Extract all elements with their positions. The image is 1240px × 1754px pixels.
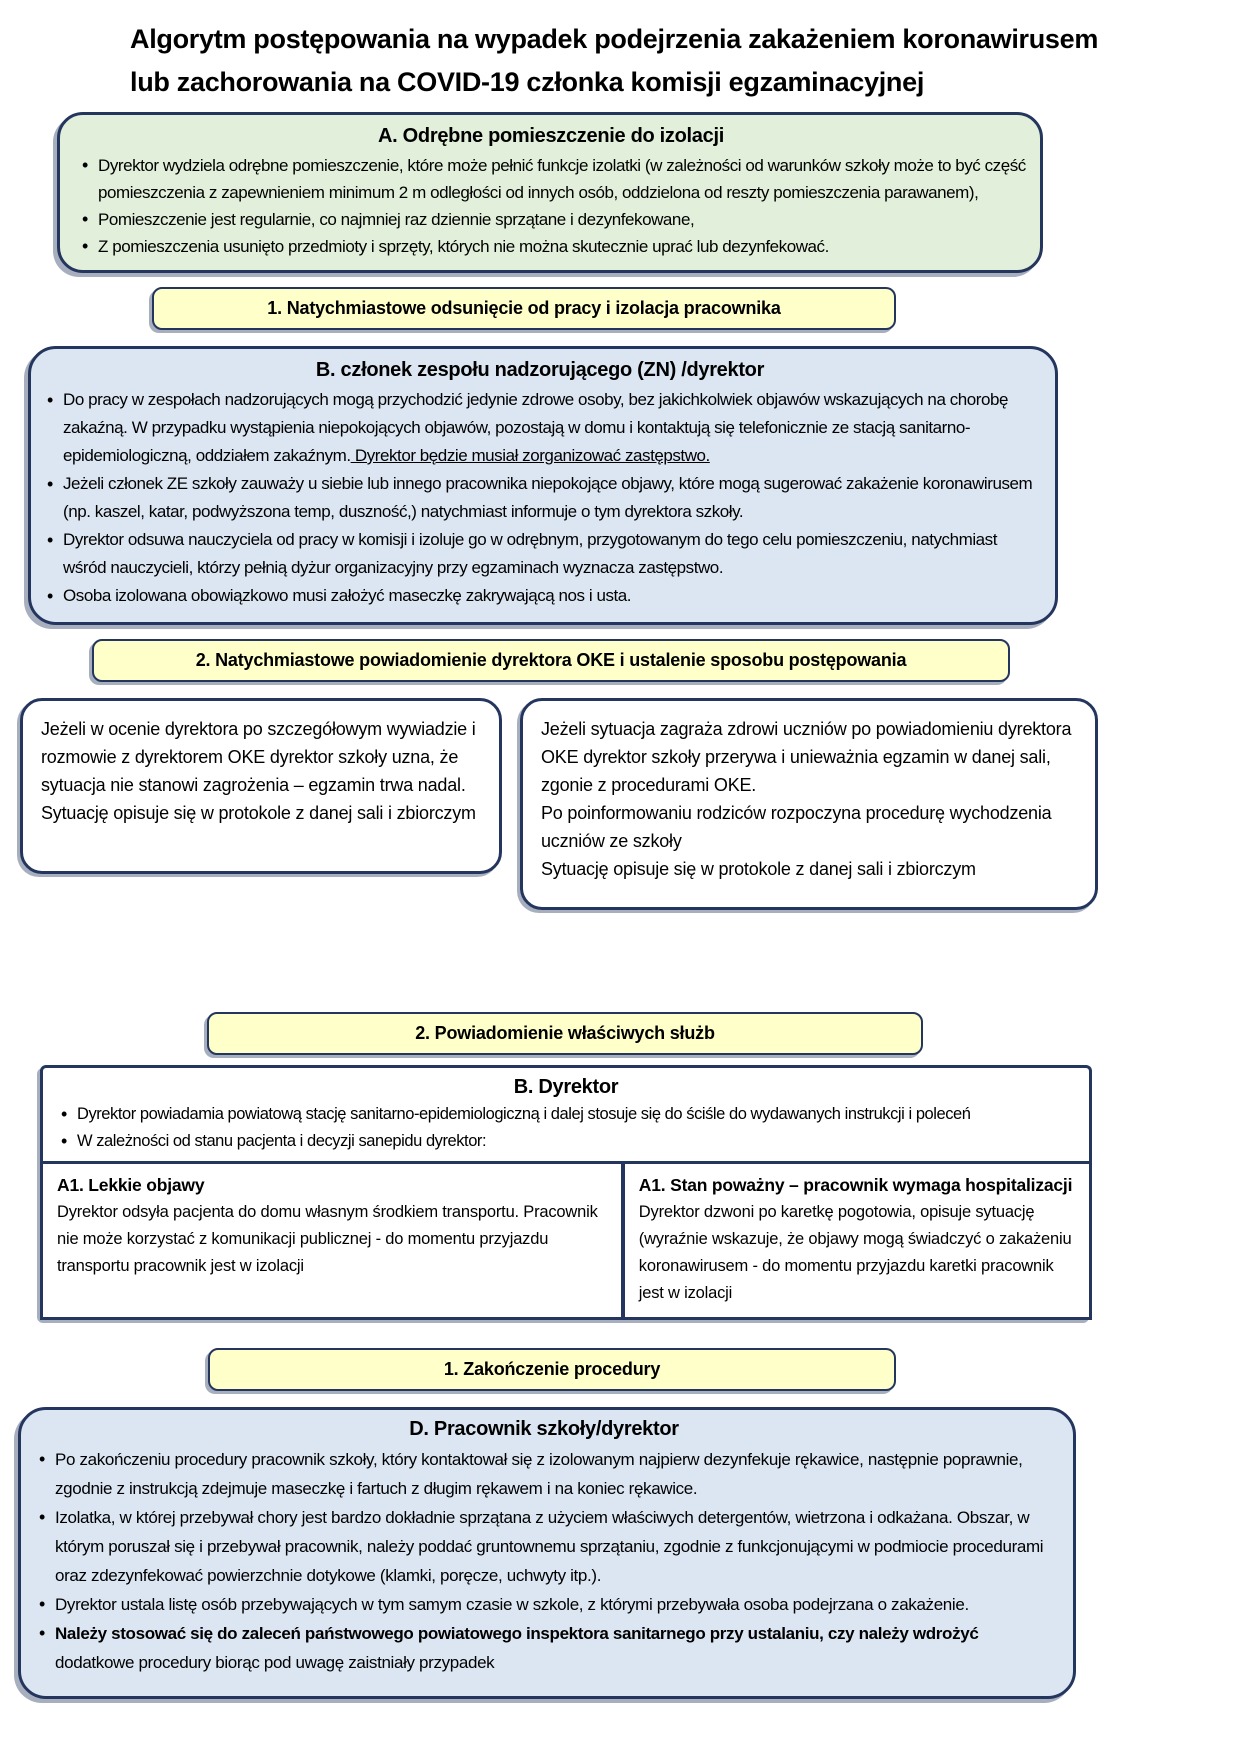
cell-mild-symptoms <box>40 1161 623 1320</box>
decision-exam-continues <box>20 698 502 874</box>
box-director <box>40 1065 1092 1320</box>
box-school-worker-director-header: D. Pracownik szkoły/dyrektor <box>409 1418 679 1440</box>
box-director-bullets <box>43 1101 1089 1155</box>
underlined-text: Dyrektor będzie musiał zorganizować zastępstwo. <box>350 446 710 465</box>
decision-exam-continues-note: Sytuację opisuje się w protokole z danej sali i zbiorczym <box>41 803 476 823</box>
bullet-item: • Osoba izolowana obowiązkowo musi założyć maseczkę zakrywającą nos i usta. <box>41 582 1039 610</box>
bullet-item: • Dyrektor wydziela odrębne pomieszczenie, które może pełnić funkcje izolatki (w zależności od warunków szkoły może to być część pomieszczenia z zapewnieniem minimum 2 m odległości od innych osób, oddzielona od reszty pomieszczenia parawanem), <box>76 152 1026 206</box>
title-line-1: Algorytm postępowania na wypadek podejrzenia zakażeniem koronawirusem <box>130 24 1099 54</box>
bullet-item: • Izolatka, w której przebywał chory jest bardzo dokładnie sprzątana z użyciem właściwych detergentów, wietrzona i odkażana. Obszar, w którym poruszał się i przebywał pracownik, należy poddać gruntownemu sprzątaniu, zgodnie z funkcjonującymi w podmiocie procedurami oraz zdezynfekować powierzchnie dotykowe (klamki, poręcze, uchwyty itp.). <box>33 1503 1055 1590</box>
bullet-item: • Po zakończeniu procedury pracownik szkoły, który kontaktował się z izolowanym najpierw dezynfekuje rękawice, następnie poprawnie, zgodnie z instrukcją zdejmuje maseczkę i fartuch z długim rękawem i na koniec rękawice. <box>33 1445 1055 1503</box>
box-supervising-team-member-bullets <box>41 386 1039 610</box>
box-isolation-room <box>57 112 1043 273</box>
decision-exam-cancelled-procedure: Po poinformowaniu rodziców rozpoczyna procedurę wychodzenia uczniów ze szkoły <box>541 803 1052 851</box>
step-banner-notify-oke-director: 2. Natychmiastowe powiadomienie dyrektora OKE i ustalenie sposobu postępowania <box>92 639 1010 682</box>
step-banner-notify-services: 2. Powiadomienie właściwych służb <box>207 1012 923 1055</box>
step-banner-immediate-isolation: 1. Natychmiastowe odsunięcie od pracy i izolacja pracownika <box>152 287 896 330</box>
decision-exam-cancelled <box>520 698 1098 910</box>
bullet-item: • Z pomieszczenia usunięto przedmioty i sprzęty, których nie można skutecznie uprać lub dezynfekować. <box>76 233 1026 260</box>
patient-condition-table <box>40 1161 1092 1320</box>
bullet-item: • Należy stosować się do zaleceń państwowego powiatowego inspektora sanitarnego przy ustalaniu, czy należy wdrożyć dodatkowe procedury biorąc pod uwagę zaistniały przypadek <box>33 1619 1055 1677</box>
box-supervising-team-member <box>28 346 1058 625</box>
box-isolation-room-bullets <box>76 152 1026 260</box>
cell-serious-condition-body: Dyrektor dzwoni po karetkę pogotowia, opisuje sytuację (wyraźnie wskazuje, że objawy mogą świadczyć o zakażeniu koronawirusem - do momentu przyjazdu karetki pracownik jest w izolacji <box>638 1203 1072 1302</box>
box-school-worker-director-bullets <box>33 1445 1055 1677</box>
bold-text: Należy stosować się do zaleceń państwowego powiatowego inspektora sanitarnego przy ustalaniu, czy należy wdrożyć <box>55 1624 979 1643</box>
decision-exam-continues-text: Jeżeli w ocenie dyrektora po szczegółowym wywiadzie i rozmowie z dyrektorem OKE dyrektor szkoły uzna, że sytuacja nie stanowi zagrożenia – egzamin trwa nadal. <box>41 719 476 795</box>
decision-exam-cancelled-text: Jeżeli sytuacja zagraża zdrowi uczniów po powiadomieniu dyrektora OKE dyrektor szkoły przerywa i unieważnia egzamin w danej sali, zgonie z procedurami OKE. <box>541 719 1072 795</box>
bullet-item: • Do pracy w zespołach nadzorujących mogą przychodzić jedynie zdrowe osoby, bez jakichkolwiek objawów wskazujących na chorobę zakaźną. W przypadku wystąpienia niepokojących objawów, pozostają w domu i kontaktują się telefonicznie ze stacją sanitarno-epidemiologiczną, oddziałem zakaźnym. Dyrektor będzie musiał zorganizować zastępstwo. <box>41 386 1039 470</box>
box-director-header: B. Dyrektor <box>513 1076 619 1098</box>
box-supervising-team-member-header: B. członek zespołu nadzorującego (ZN) /dyrektor <box>315 359 765 381</box>
document-title <box>130 0 1120 104</box>
cell-serious-condition-title: A1. Stan poważny – pracownik wymaga hospitalizacji <box>638 1175 1073 1195</box>
title-line-2: lub zachorowania na COVID-19 członka komisji egzaminacyjnej <box>130 67 925 97</box>
box-school-worker-director <box>18 1407 1076 1699</box>
bullet-item: • Pomieszczenie jest regularnie, co najmniej raz dziennie sprzątane i dezynfekowane, <box>76 206 1026 233</box>
bullet-item: • W zależności od stanu pacjenta i decyzji sanepidu dyrektor: <box>55 1128 1077 1155</box>
step-banner-procedure-end: 1. Zakończenie procedury <box>208 1348 896 1391</box>
bullet-item: • Dyrektor powiadamia powiatową stację sanitarno-epidemiologiczną i dalej stosuje się do ściśle do wydawanych instrukcji i poleceń <box>55 1101 1077 1128</box>
cell-serious-condition <box>623 1161 1092 1320</box>
decision-exam-cancelled-note: Sytuację opisuje się w protokole z danej sali i zbiorczym <box>541 859 976 879</box>
cell-mild-symptoms-title: A1. Lekkie objawy <box>57 1175 205 1195</box>
decision-row <box>20 698 1240 910</box>
bullet-item: • Dyrektor ustala listę osób przebywających w tym samym czasie w szkole, z którymi przebywała osoba podejrzana o zakażenie. <box>33 1590 1055 1619</box>
bullet-item: • Dyrektor odsuwa nauczyciela od pracy w komisji i izoluje go w odrębnym, przygotowanym do tego celu pomieszczeniu, natychmiast wśród nauczycieli, którzy pełnią dyżur organizacyjny przy egzaminach wyznacza zastępstwo. <box>41 526 1039 582</box>
cell-mild-symptoms-body: Dyrektor odsyła pacjenta do domu własnym środkiem transportu. Pracownik nie może korzystać z komunikacji publicznej - do momentu przyjazdu transportu pracownik jest w izolacji <box>57 1203 598 1275</box>
bullet-item: • Jeżeli członek ZE szkoły zauważy u siebie lub innego pracownika niepokojące objawy, które mogą sugerować zakażenie koronawirusem (np. kaszel, katar, podwyższona temp, duszność,) natychmiast informuje o tym dyrektora szkoły. <box>41 470 1039 526</box>
box-isolation-room-header: A. Odrębne pomieszczenie do izolacji <box>378 125 724 147</box>
